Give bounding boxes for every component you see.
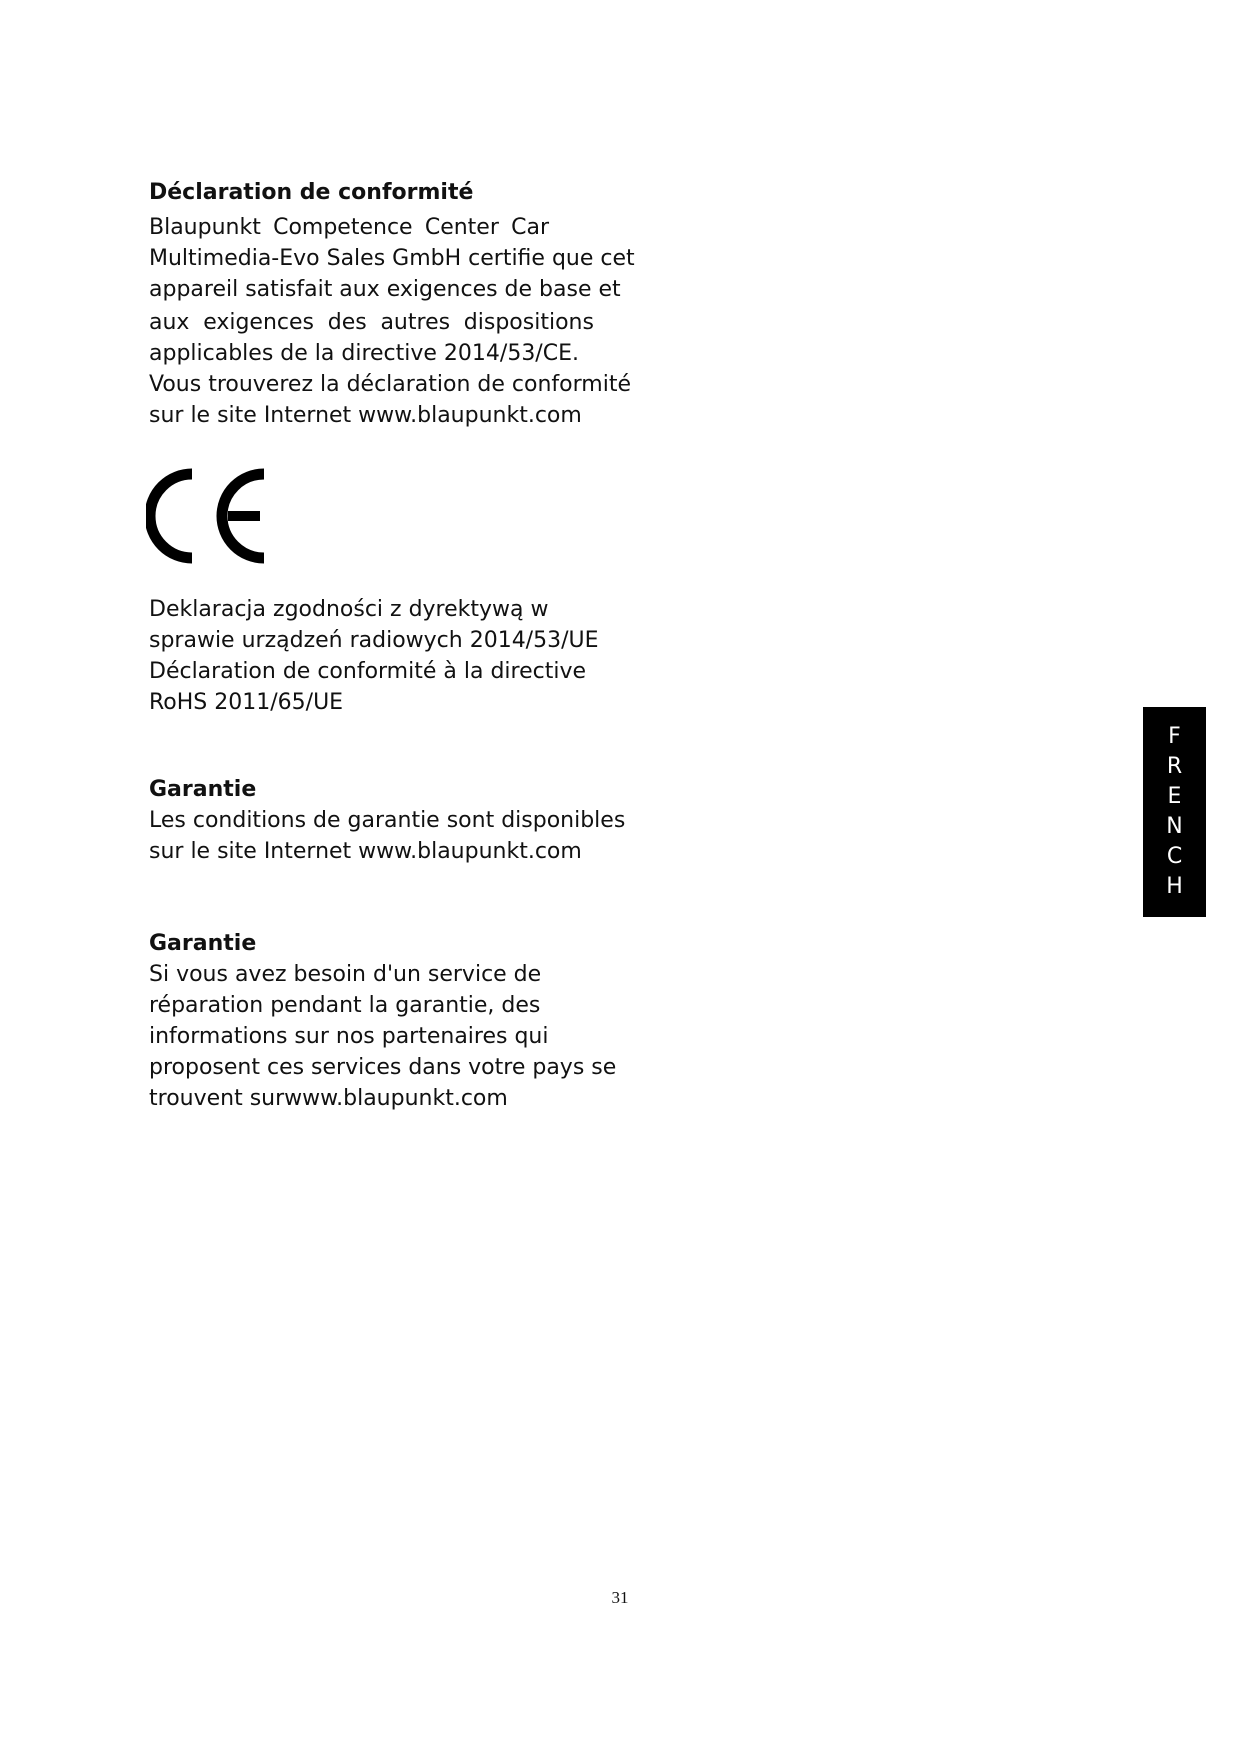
directive-line: RoHS 2011/65/UE (149, 690, 344, 715)
language-tab-letter: F (1168, 724, 1181, 749)
language-tab-letter: C (1166, 844, 1183, 869)
warranty-line: Si vous avez besoin d'un service de (149, 962, 542, 987)
language-tab-letter: H (1166, 874, 1183, 899)
directives-section (149, 594, 619, 718)
warranty-line: sur le site Internet www.blaupunkt.com (149, 839, 582, 864)
word: autres (380, 310, 451, 335)
declaration-line-1 (149, 212, 619, 243)
warranty-line: proposent ces services dans votre pays se (149, 1055, 617, 1080)
warranty-body-2 (149, 959, 619, 1114)
warranty-section-1 (149, 775, 626, 867)
word: Blaupunkt (149, 215, 261, 240)
declaration-line-5: applicables de la directive 2014/53/CE. (149, 341, 579, 366)
warranty-line: trouvent surwww.blaupunkt.com (149, 1086, 508, 1111)
warranty-section-2 (149, 929, 619, 1114)
word: Center (424, 215, 499, 240)
word: aux (149, 310, 190, 335)
declaration-line-4 (149, 307, 619, 338)
word: Competence (273, 215, 413, 240)
language-tab-letter: E (1167, 784, 1182, 809)
declaration-line-2: Multimedia-Evo Sales GmbH certifie que cet (149, 246, 635, 271)
declaration-body (149, 212, 635, 431)
word: des (327, 310, 367, 335)
language-tab-french (1143, 707, 1206, 917)
declaration-section (149, 178, 635, 431)
word: Car (511, 215, 549, 240)
declaration-line-3: appareil satisfait aux exigences de base et (149, 277, 621, 302)
word: dispositions (463, 310, 594, 335)
directive-line: Deklaracja zgodności z dyrektywą w (149, 597, 549, 622)
language-tab-letter: R (1166, 754, 1183, 779)
ce-mark-icon (146, 466, 276, 566)
directive-line: Déclaration de conformité à la directive (149, 659, 587, 684)
language-tab-letter: N (1166, 814, 1183, 839)
word: exigences (203, 310, 315, 335)
warranty-line: informations sur nos partenaires qui (149, 1024, 549, 1049)
page-number: 31 (611, 1588, 629, 1607)
directive-line: sprawie urządzeń radiowych 2014/53/UE (149, 628, 599, 653)
warranty-body-1 (149, 805, 626, 867)
warranty-heading-2: Garantie (149, 931, 257, 956)
warranty-heading-1: Garantie (149, 777, 257, 802)
declaration-heading: Déclaration de conformité (149, 180, 474, 205)
directives-body (149, 594, 619, 718)
warranty-line: réparation pendant la garantie, des (149, 993, 541, 1018)
declaration-line-6: Vous trouverez la déclaration de conformité (149, 372, 631, 397)
declaration-line-7: sur le site Internet www.blaupunkt.com (149, 403, 582, 428)
warranty-line: Les conditions de garantie sont disponibles (149, 808, 626, 833)
